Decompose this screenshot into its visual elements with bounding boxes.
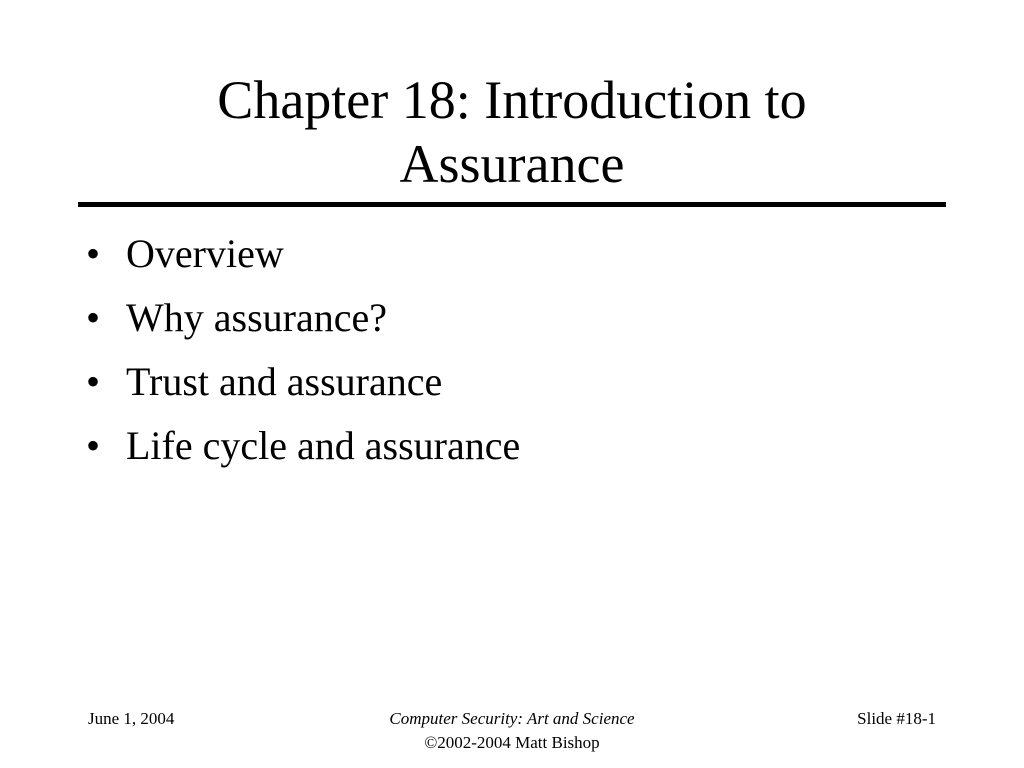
bullet-text: Trust and assurance <box>126 359 443 404</box>
bullet-item <box>86 358 520 406</box>
bullet-text: Why assurance? <box>126 295 387 340</box>
slide-title <box>78 68 946 196</box>
footer-date: June 1, 2004 <box>88 709 175 728</box>
slide-title-line-1: Chapter 18: Introduction to <box>217 70 807 130</box>
footer-center <box>312 707 712 755</box>
slide-title-line-2: Assurance <box>399 134 625 194</box>
footer-book-title: Computer Security: Art and Science <box>389 709 635 728</box>
bullet-marker: • <box>86 423 101 468</box>
title-underline-divider <box>78 202 946 207</box>
bullet-item <box>86 422 520 470</box>
bullet-text: Life cycle and assurance <box>126 423 521 468</box>
bullet-list <box>86 230 520 486</box>
bullet-marker: • <box>86 359 101 404</box>
bullet-marker: • <box>86 231 101 276</box>
footer-copyright: ©2002-2004 Matt Bishop <box>424 733 600 752</box>
bullet-item <box>86 230 520 278</box>
bullet-marker: • <box>86 295 101 340</box>
bullet-text: Overview <box>126 231 284 276</box>
footer-slide-number: Slide #18-1 <box>857 709 936 728</box>
bullet-item <box>86 294 520 342</box>
